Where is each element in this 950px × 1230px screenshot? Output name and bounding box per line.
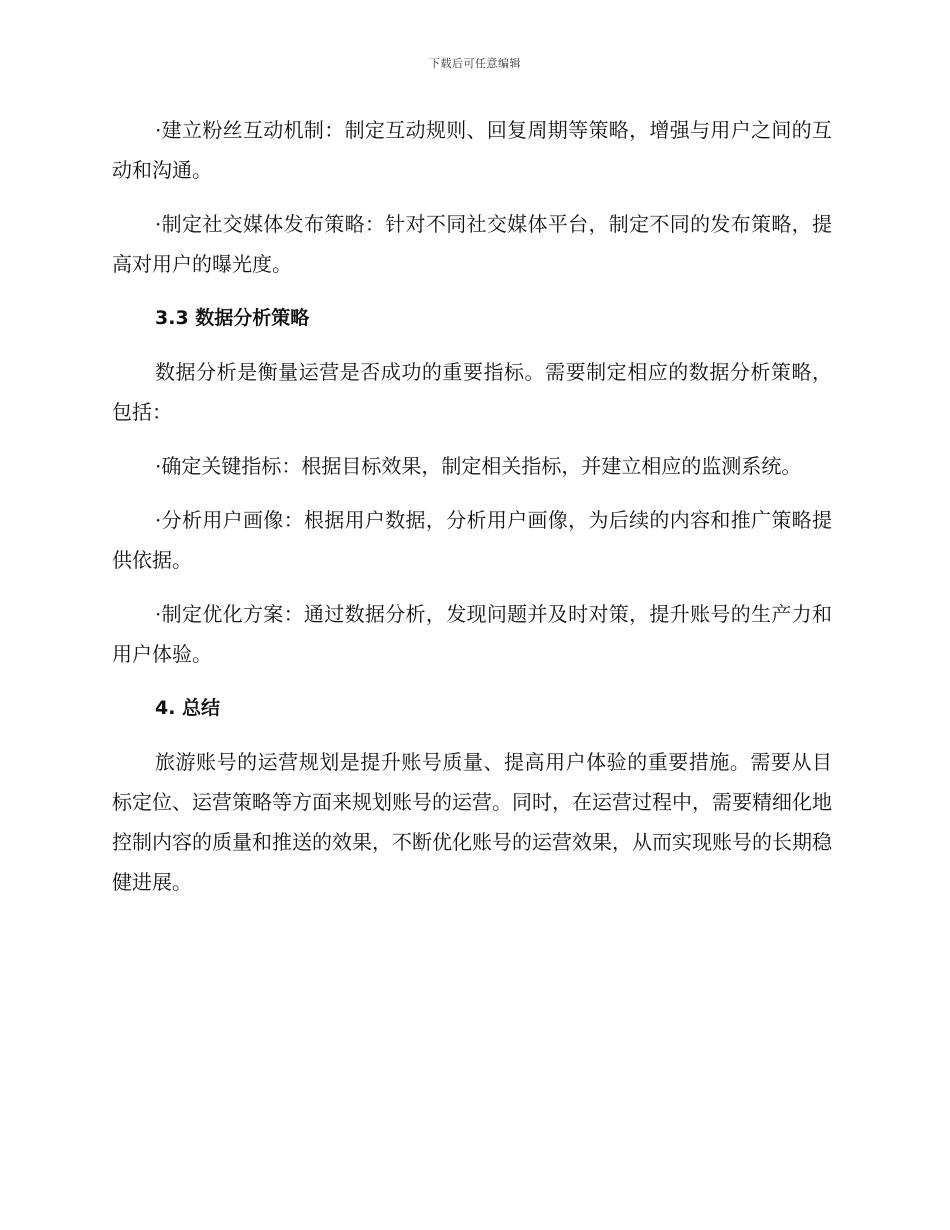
document-body	[112, 110, 832, 916]
data-analysis-intro: 数据分析是衡量运营是否成功的重要指标。需要制定相应的数据分析策略，包括：	[112, 360, 832, 424]
section-heading-data-analysis: 3.3 数据分析策略	[155, 307, 310, 329]
bullet-social-media-strategy: ·制定社交媒体发布策略：针对不同社交媒体平台，制定不同的发布策略，提高对用户的曝光度。	[112, 212, 832, 276]
section-heading-summary: 4. 总结	[155, 697, 221, 719]
bullet-user-profile: ·分析用户画像：根据用户数据，分析用户画像，为后续的内容和推广策略提供依据。	[112, 508, 832, 572]
bullet-optimization-plan: ·制定优化方案：通过数据分析，发现问题并及时对策，提升账号的生产力和用户体验。	[112, 602, 832, 666]
summary-paragraph: 旅游账号的运营规划是提升账号质量、提高用户体验的重要措施。需要从目标定位、运营策略等方面来规划账号的运营。同时，在运营过程中，需要精细化地控制内容的质量和推送的效果，不断优化账号的运营效果，从而实现账号的长期稳健进展。	[112, 750, 832, 894]
page-header: 下载后可任意编辑	[429, 57, 521, 70]
bullet-fan-interaction: ·建立粉丝互动机制：制定互动规则、回复周期等策略，增强与用户之间的互动和沟通。	[112, 118, 832, 182]
bullet-key-metrics: ·确定关键指标：根据目标效果，制定相关指标，并建立相应的监测系统。	[155, 454, 802, 478]
